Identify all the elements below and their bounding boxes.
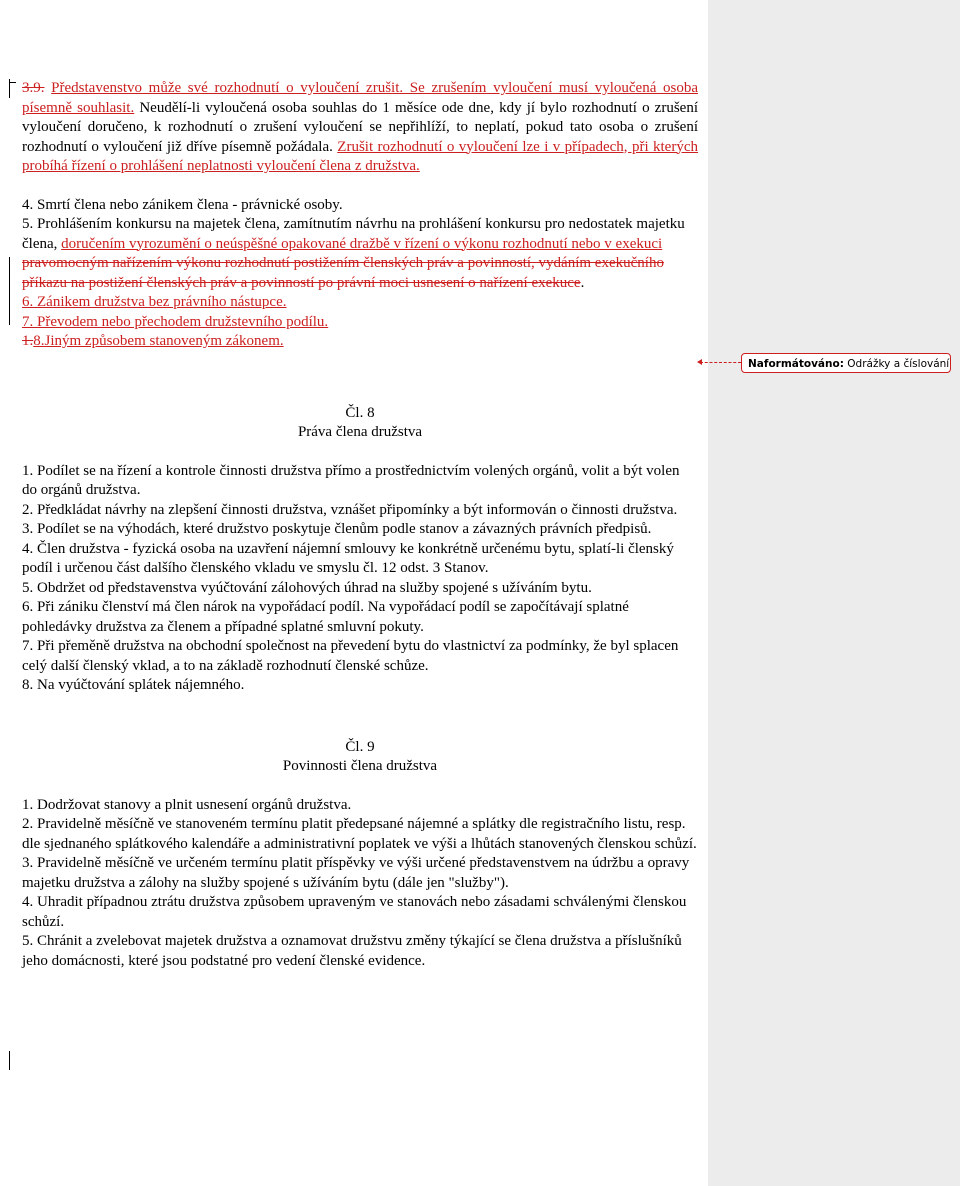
article-subheading: Povinnosti člena družstva xyxy=(282,758,438,774)
inserted-text: Představenstvo může své rozhodnutí o vyloučení zrušit. Se zrušením vyloučení musí vyloučená osoba písemně souhlasit. xyxy=(22,80,699,116)
paragraph-text: Neudělí-li vyloučená osoba souhlas do 1 měsíce ode dne, kdy jí bylo rozhodnutí o zrušení vyloučení doručeno, k rozhodnutí o zrušení vyloučení se nepřihlíží, to neplatí, pokud tato osoba o zrušení rozhodnutí o vyloučení již dříve písemně požádala. xyxy=(22,99,699,155)
change-bar xyxy=(9,79,10,98)
list-item: 5. Chránit a zvelebovat majetek družstva a oznamovat družstvu změny týkající se člena družstva a příslušníků jeho domácnosti, které jsou podstatné pro vedení členské evidence. xyxy=(22,933,682,969)
list-item: 6. Zánikem družstva bez právního nástupce. xyxy=(22,294,287,310)
list-item: 1. Podílet se na řízení a kontrole činnosti družstva přímo a prostřednictvím volených orgánů, volit a být volen do orgánů družstva. xyxy=(22,462,680,498)
list-item: 2. Předkládat návrhy na zlepšení činnosti družstva, vznášet připomínky a být informován o činnosti družstva. xyxy=(22,501,678,518)
list-item: 3. Podílet se na výhodách, které družstvo poskytuje členům podle stanov a závazných právních předpisů. xyxy=(22,521,652,537)
deleted-number: 1. xyxy=(22,333,34,349)
list-item: 6. Při zániku členství má člen nárok na vypořádací podíl. Na vypořádací podíl se započítávají splatné pohledávky družstva za členem a případné splatné smluvní pokuty. xyxy=(22,599,629,635)
balloon-label: Naformátováno: xyxy=(748,358,844,370)
list-item: 2. Pravidelně měsíčně ve stanoveném termínu platit předepsané nájemné a splátky dle registračního listu, resp. dle sjednaného splátkového kalendáře a administrativní poplatek ve výši a lhůtách stanovených členskou schůzí. xyxy=(22,816,697,852)
inserted-text: 8.Jiným způsobem stanoveným zákonem. xyxy=(33,333,284,349)
list-item: 4. Člen družstva - fyzická osoba na uzavření nájemní smlouvy ke konkrétně určenému bytu, splatí-li členský podíl i určenou část dalšího členského vkladu ve smyslu čl. 12 odst. 3 Stanov. xyxy=(22,540,674,576)
list-item xyxy=(22,332,698,352)
list-item: 1. Dodržovat stanovy a plnit usnesení orgánů družstva. xyxy=(22,796,352,813)
article-subheading: Práva člena družstva xyxy=(297,424,423,440)
format-change-balloon[interactable] xyxy=(741,353,951,373)
article-heading: Čl. 9 xyxy=(345,738,375,755)
document-body xyxy=(22,79,698,971)
deleted-text: pravomocným nařízením výkonu rozhodnutí postižením členských práv a povinností, vydáním exekučního příkazu na postižení členských práv a povinností po právní moci usnesení o nařízení exekuce xyxy=(22,255,664,291)
balloon-value: Odrážky a číslování xyxy=(847,358,950,370)
list-item: 4. Uhradit případnou ztrátu družstva způsobem upraveným ve stanovách nebo zásadami schválenými členskou schůzí. xyxy=(22,894,687,930)
list-item: 5. Prohlášením konkursu na majetek člena, zamítnutím návrhu na prohlášení konkursu pro nedostatek majetku člena, doručením vyrozumění o neúspěšné opakované dražbě v řízení o výkonu rozhodnutí nebo v exekuci pravomocným nařízením výkonu rozhodnutí postižením členských práv a povinností, vydáním exekučního příkazu na postižení členských práv a povinností po právní moci usnesení o nařízení exekuce. xyxy=(22,216,685,291)
article-heading: Čl. 8 xyxy=(345,404,375,421)
list-item: 3. Pravidelně měsíčně ve určeném termínu platit příspěvky ve výši určené představenstvem na údržbu a opravy majetku družstva a zálohy na služby spojené s užíváním bytu (dále jen "služby"). xyxy=(22,855,690,891)
list-item: 8. Na vyúčtování splátek nájemného. xyxy=(22,677,245,693)
list-item: 4. Smrtí člena nebo zánikem člena - právnické osoby. xyxy=(22,196,343,213)
change-bar xyxy=(9,1051,10,1070)
section-3-9 xyxy=(22,79,698,177)
deleted-number: 3.9. xyxy=(22,80,45,96)
markup-margin-pane xyxy=(708,0,960,1186)
inserted-text: Zrušit rozhodnutí o vyloučení lze i v případech, při kterých probíhá řízení o prohlášení neplatnosti vyloučení člena z družstva. xyxy=(22,138,698,174)
balloon-connector xyxy=(700,362,741,363)
list-item: 5. Obdržet od představenstva vyúčtování zálohových úhrad na služby spojené s užíváním bytu. xyxy=(22,579,592,596)
inserted-text: doručením vyrozumění o neúspěšné opakované dražbě v řízení o výkonu rozhodnutí nebo v exekuci xyxy=(61,235,663,252)
list-item: 7. Při přeměně družstva na obchodní společnost na převedení bytu do vlastnictví za podmínky, že byl splacen celý další členský vklad, a to na základě rozhodnutí členské schůze. xyxy=(22,638,679,674)
change-mark xyxy=(9,82,16,83)
change-bar xyxy=(9,257,10,325)
list-item: 7. Převodem nebo přechodem družstevního podílu. xyxy=(22,313,329,330)
